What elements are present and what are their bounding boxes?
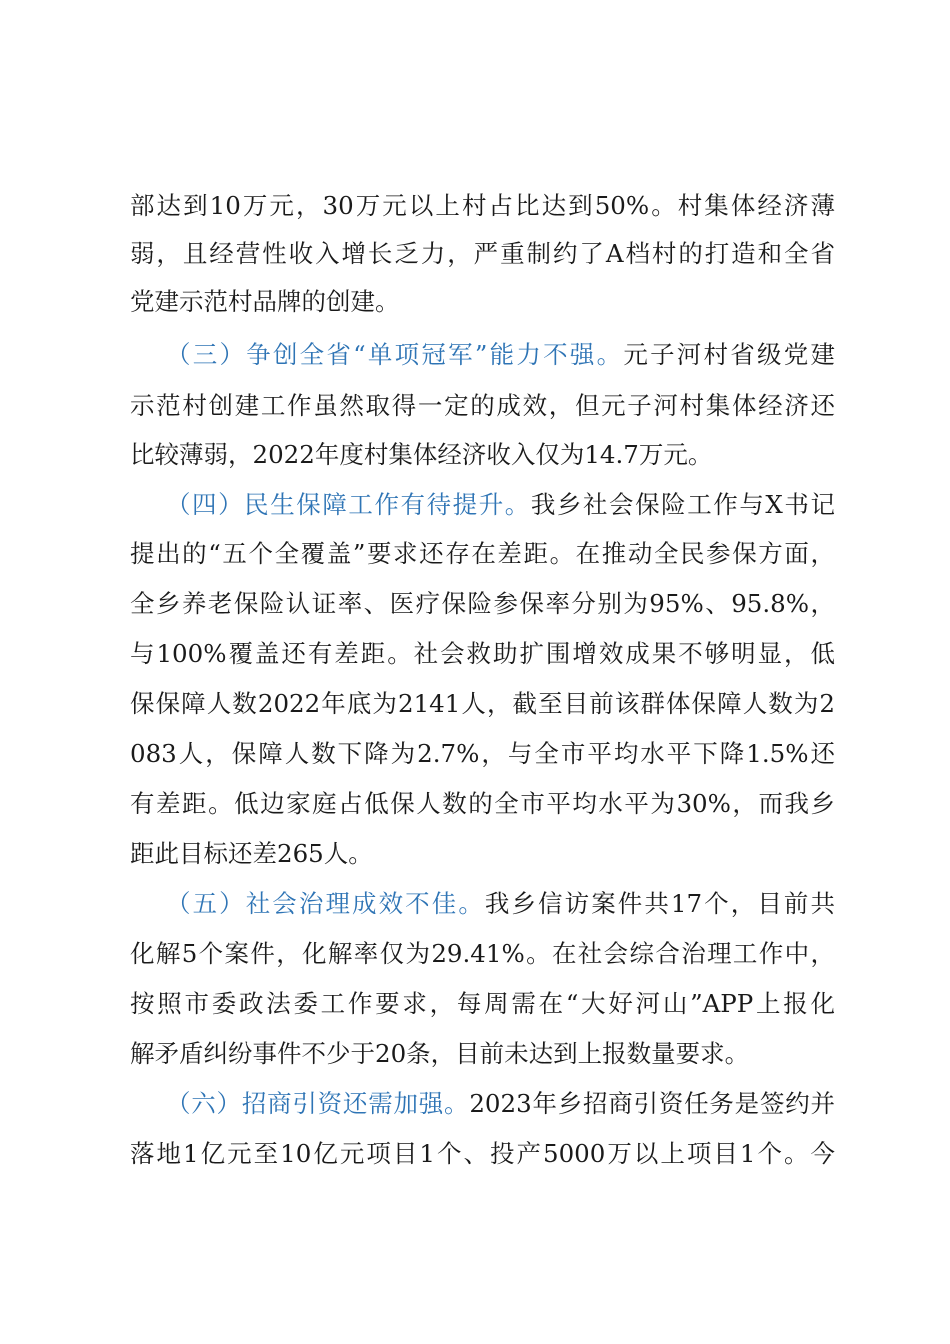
- paragraph-line: 有差距。低边家庭占低保人数的全市平均水平为30%，而我乡: [130, 789, 835, 818]
- paragraph-first-line: [166, 487, 835, 523]
- paragraph-first-line: [166, 886, 835, 922]
- paragraph-line: 弱，且经营性收入增长乏力，严重制约了A档村的打造和全省: [130, 239, 835, 268]
- paragraph-line: 部达到10万元，30万元以上村占比达到50%。村集体经济薄: [130, 191, 835, 220]
- paragraph-line: 提出的“五个全覆盖”要求还存在差距。在推动全民参保方面，: [130, 539, 835, 568]
- paragraph-line: 距此目标还差265人。: [130, 839, 373, 868]
- paragraph-line: 落地1亿元至10亿元项目1个、投产5000万以上项目1个。今: [130, 1139, 835, 1168]
- paragraph-line: 083人，保障人数下降为2.7%，与全市平均水平下降1.5%还: [130, 739, 835, 768]
- paragraph-line: 与100%覆盖还有差距。社会救助扩围增效成果不够明显，低: [130, 639, 835, 668]
- paragraph-line: 党建示范村品牌的创建。: [130, 287, 400, 316]
- paragraph-line: 保保障人数2022年底为2141人，截至目前该群体保障人数为2: [130, 689, 835, 718]
- paragraph-line: 按照市委政法委工作要求，每周需在“大好河山”APP上报化: [130, 989, 835, 1018]
- paragraph-line: 全乡养老保险认证率、医疗保险参保率分别为95%、95.8%，: [130, 589, 835, 618]
- paragraph-first-line: [166, 337, 835, 373]
- paragraph-text: 我乡社会保险工作与X书记: [530, 490, 835, 519]
- section-heading-6: （六）招商引资还需加强。: [166, 1089, 470, 1118]
- paragraph-text: 2023年乡招商引资任务是签约并: [469, 1089, 835, 1118]
- section-heading-5: （五）社会治理成效不佳。: [166, 889, 485, 918]
- paragraph-line: 比较薄弱，2022年度村集体经济收入仅为14.7万元。: [130, 440, 713, 469]
- paragraph-first-line: [166, 1086, 835, 1122]
- paragraph-text: 我乡信访案件共17个，目前共: [484, 889, 835, 918]
- paragraph-line: 化解5个案件，化解率仅为29.41%。在社会综合治理工作中，: [130, 939, 835, 968]
- paragraph-text: 元子河村省级党建: [623, 340, 835, 369]
- paragraph-line: 示范村创建工作虽然取得一定的成效，但元子河村集体经济还: [130, 391, 835, 420]
- section-heading-3: （三）争创全省“单项冠军”能力不强。: [166, 340, 624, 369]
- section-heading-4: （四）民生保障工作有待提升。: [166, 490, 531, 519]
- paragraph-line: 解矛盾纠纷事件不少于20条，目前未达到上报数量要求。: [130, 1039, 750, 1068]
